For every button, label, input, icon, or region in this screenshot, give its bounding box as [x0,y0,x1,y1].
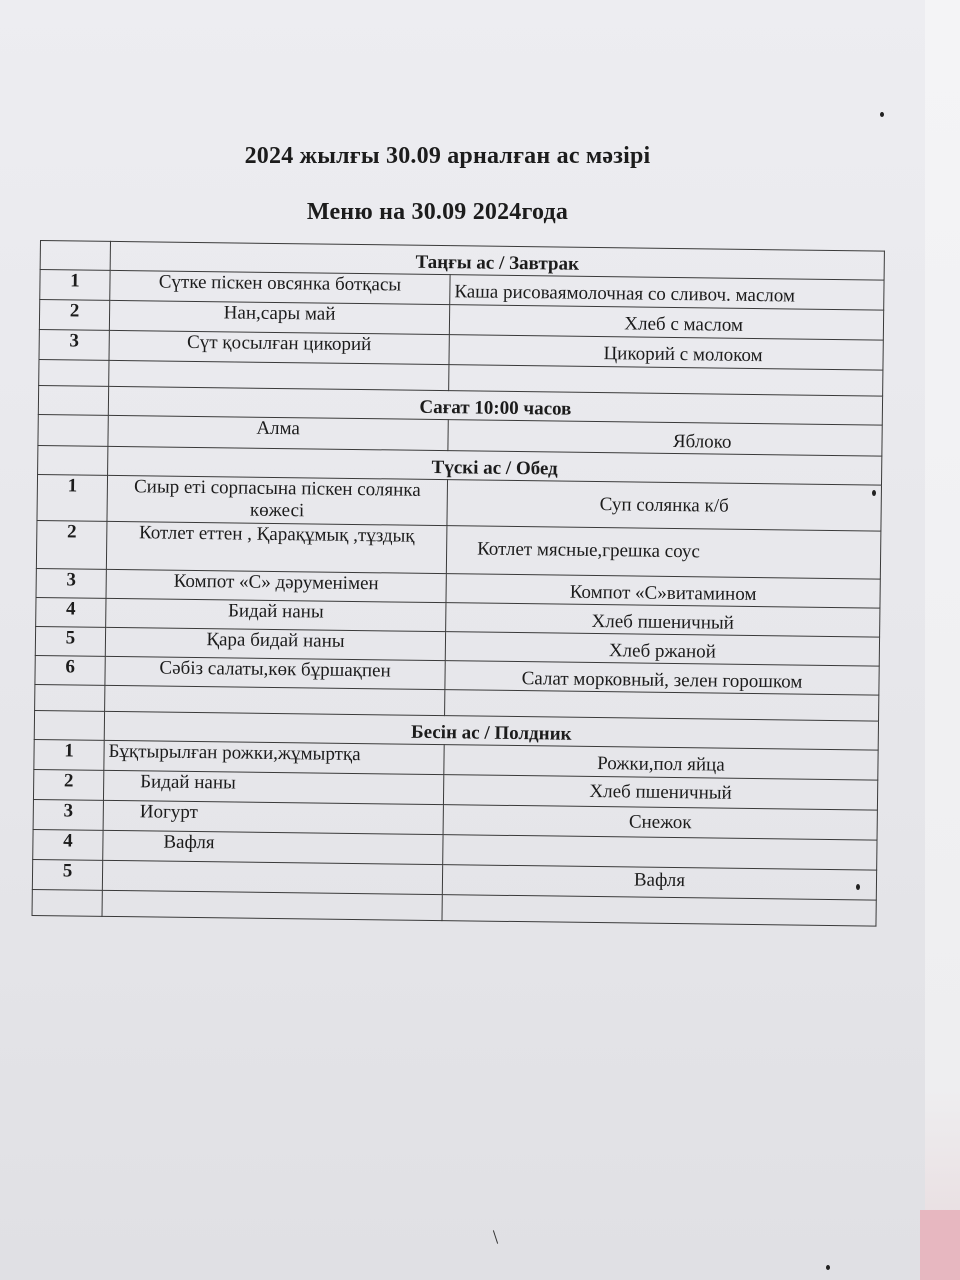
dish-kz: Нан,сары май [109,300,449,334]
dish-ru: Вафля [442,865,876,900]
dish-ru: Рожки,пол яйца [444,745,878,780]
dish-ru: Суп солянка к/б [447,480,882,531]
section-title: Бесін ас / Полдник [104,711,878,750]
dish-kz: Сиыр еті сорпасына піскен солянка көжесі [107,475,448,525]
page-title-ru: Меню на 30.09 2024года [306,199,569,225]
section-title: Таңғы ас / Завтрак [110,241,884,280]
row-number: 5 [32,859,102,890]
dish-kz: Компот «С» дәруменімен [106,569,446,602]
row-number: 2 [33,769,103,800]
dish-kz: Котлет еттен , Қарақұмық ,тұздық [106,521,447,573]
dish-kz: Бидай наны [103,770,443,804]
row-number: 4 [36,597,106,627]
row-number: 2 [36,520,107,569]
dish-ru: Хлеб ржаной [445,632,879,666]
row-number: 6 [35,655,105,685]
menu-table-wrapper [32,240,885,927]
dish-kz: Вафля [103,830,443,864]
row-number: 3 [36,568,106,598]
row-number: 4 [33,829,103,860]
dish-kz: Қара бидай наны [105,627,445,660]
paper-speck [826,1265,830,1270]
paper-speck [880,112,884,117]
dish-ru: Каша рисоваямолочная со сливоч. маслом [450,275,884,310]
dish-ru: Снежок [443,805,877,840]
dish-kz: Сүт қосылған цикорий [109,330,449,364]
paper-speck [856,884,860,890]
background-edge [925,0,960,1280]
paper-speck [872,490,876,496]
row-number: 5 [35,626,105,656]
dish-ru: Яблоко [448,420,882,456]
section-title: Түскі ас / Обед [108,446,882,485]
dish-kz: Сүтке піскен овсянка ботқасы [110,270,450,304]
dish-ru: Хлеб пшеничный [443,775,877,810]
dish-kz: Бидай наны [106,598,446,631]
dish-kz: Сәбіз салаты,көк бұршақпен [105,656,445,689]
pink-object [920,1210,960,1280]
menu-table [32,240,885,927]
dish-ru: Хлеб пшеничный [446,603,880,637]
dish-kz: Алма [108,415,448,450]
dish-kz [102,860,442,894]
dish-ru: Котлет мясные,грешка соус [446,526,881,579]
section-title: Сағат 10:00 часов [108,386,882,425]
dish-ru: Компот «С»витамином [446,574,880,608]
page-title-kz: 2024 жылғы 30.09 арналған ас мәзірі [244,143,651,169]
row-number: 3 [33,799,103,830]
row-number: 2 [39,300,109,331]
dish-ru: Салат морковный, зелен горошком [445,661,879,695]
row-number: 1 [37,474,108,521]
row-number: 1 [40,270,110,301]
dish-kz: Бұқтырылған рожки,жұмыртқа [104,740,444,774]
row-number: 1 [34,739,104,770]
dish-kz: Иогурт [103,800,443,834]
dish-ru: Цикорий с молоком [449,335,883,370]
row-number: 3 [39,329,109,360]
dish-ru: Хлеб с маслом [449,305,883,340]
